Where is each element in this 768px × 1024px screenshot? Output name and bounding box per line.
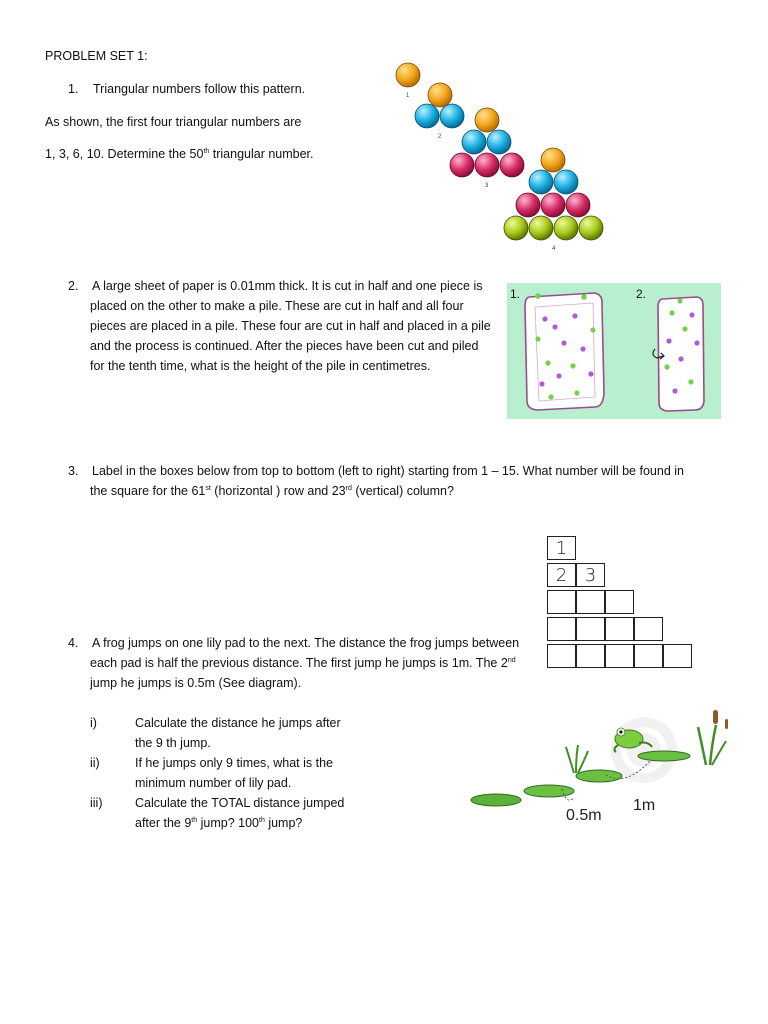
figure-label-3: 3 <box>485 183 489 189</box>
ball <box>541 193 565 217</box>
ball <box>566 193 590 217</box>
lily-pad-icon <box>638 751 690 761</box>
triangular-numbers-figure <box>385 55 625 255</box>
half-paper-sheet <box>658 297 704 411</box>
grid-cell[interactable] <box>576 617 605 641</box>
ball <box>415 104 439 128</box>
lily-pad-icon <box>471 794 521 806</box>
problem-4-line-3: jump he jumps is 0.5m (See diagram). <box>90 676 302 690</box>
problem-4-line-1: A frog jumps on one lily pad to the next. The distance the frog jumps between <box>92 636 520 650</box>
grid-cell[interactable] <box>547 617 576 641</box>
problem-1-line-3: 1, 3, 6, 10. Determine the 50th triangular number. <box>45 147 314 161</box>
problem-4-number: 4. <box>68 636 79 650</box>
ball <box>579 216 603 240</box>
grid-cell[interactable] <box>634 617 663 641</box>
ball <box>450 153 474 177</box>
grid-cell[interactable] <box>634 644 663 668</box>
figure-label-2: 2. <box>636 287 647 301</box>
subquestion-ii-line-1: If he jumps only 9 times, what is the <box>135 756 334 770</box>
subquestion-ii-label: ii) <box>90 756 100 770</box>
distance-label-0.5m: 0.5m <box>566 807 602 824</box>
subquestion-iii-line-1: Calculate the TOTAL distance jumped <box>135 796 345 810</box>
distance-label-1m: 1m <box>633 797 656 814</box>
problem-3-number: 3. <box>68 464 79 478</box>
grid-cell[interactable] <box>547 644 576 668</box>
problem-1-line-2: As shown, the first four triangular numbers are <box>45 115 302 129</box>
grid-cell[interactable]: 3 <box>576 563 605 587</box>
frog-jump-diagram <box>466 705 728 830</box>
lily-pad-icon <box>576 770 622 782</box>
subquestion-iii-label: iii) <box>90 796 103 810</box>
ball <box>487 130 511 154</box>
grid-cell[interactable]: 2 <box>547 563 576 587</box>
ball <box>554 216 578 240</box>
problem-2-line-3: pieces are placed in a pile. These four are cut in half and placed in a pile <box>90 319 491 333</box>
ball <box>500 153 524 177</box>
grid-cell[interactable]: 1 <box>547 536 576 560</box>
ball <box>529 170 553 194</box>
page-title: PROBLEM SET 1: <box>45 49 148 63</box>
ball <box>428 83 452 107</box>
paper-folding-figure <box>507 283 721 419</box>
ball <box>462 130 486 154</box>
ball <box>554 170 578 194</box>
problem-2-number: 2. <box>68 279 79 293</box>
grid-cell[interactable] <box>605 590 634 614</box>
grid-cell[interactable] <box>576 644 605 668</box>
ball <box>504 216 528 240</box>
problem-2-line-4: and the process is continued. After the pieces have been cut and piled <box>90 339 479 353</box>
problem-2-line-5: for the tenth time, what is the height of the pile in centimetres. <box>90 359 431 373</box>
staircase-grid <box>547 536 697 671</box>
grid-cell[interactable] <box>547 590 576 614</box>
problem-1-number: 1. <box>68 82 79 96</box>
problem-1-line-1: Triangular numbers follow this pattern. <box>93 82 306 96</box>
subquestion-i-label: i) <box>90 716 97 730</box>
watermark-circle-icon <box>611 717 677 783</box>
ball <box>529 216 553 240</box>
subquestion-i-line-2: the 9 th jump. <box>135 736 211 750</box>
subquestion-ii-line-2: minimum number of lily pad. <box>135 776 292 790</box>
grid-cell[interactable] <box>663 644 692 668</box>
grid-cell[interactable] <box>605 617 634 641</box>
grid-cell[interactable] <box>576 590 605 614</box>
figure-label-4: 4 <box>552 246 556 252</box>
ball <box>475 108 499 132</box>
subquestion-i-line-1: Calculate the distance he jumps after <box>135 716 341 730</box>
subquestion-iii-line-2: after the 9th jump? 100th jump? <box>135 816 303 830</box>
problem-2-line-2: placed on the other to make a pile. These are cut in half and all four <box>90 299 464 313</box>
problem-3-line-2: the square for the 61st (horizontal ) row and 23rd (vertical) column? <box>90 484 454 498</box>
lily-pad-icon <box>524 785 574 797</box>
ball <box>541 148 565 172</box>
ball <box>475 153 499 177</box>
figure-label-1: 1. <box>510 287 521 301</box>
problem-2-line-1: A large sheet of paper is 0.01mm thick. It is cut in half and one piece is <box>92 279 483 293</box>
problem-4-line-2: each pad is half the previous distance. The first jump he jumps is 1m. The 2nd <box>90 656 516 670</box>
figure-label-2: 2 <box>438 134 442 140</box>
problem-3-line-1: Label in the boxes below from top to bottom (left to right) starting from 1 – 15. What number will be found in <box>92 464 684 478</box>
ball <box>440 104 464 128</box>
ball <box>516 193 540 217</box>
grid-cell[interactable] <box>605 644 634 668</box>
ball <box>396 63 420 87</box>
figure-label-1: 1 <box>406 93 410 99</box>
